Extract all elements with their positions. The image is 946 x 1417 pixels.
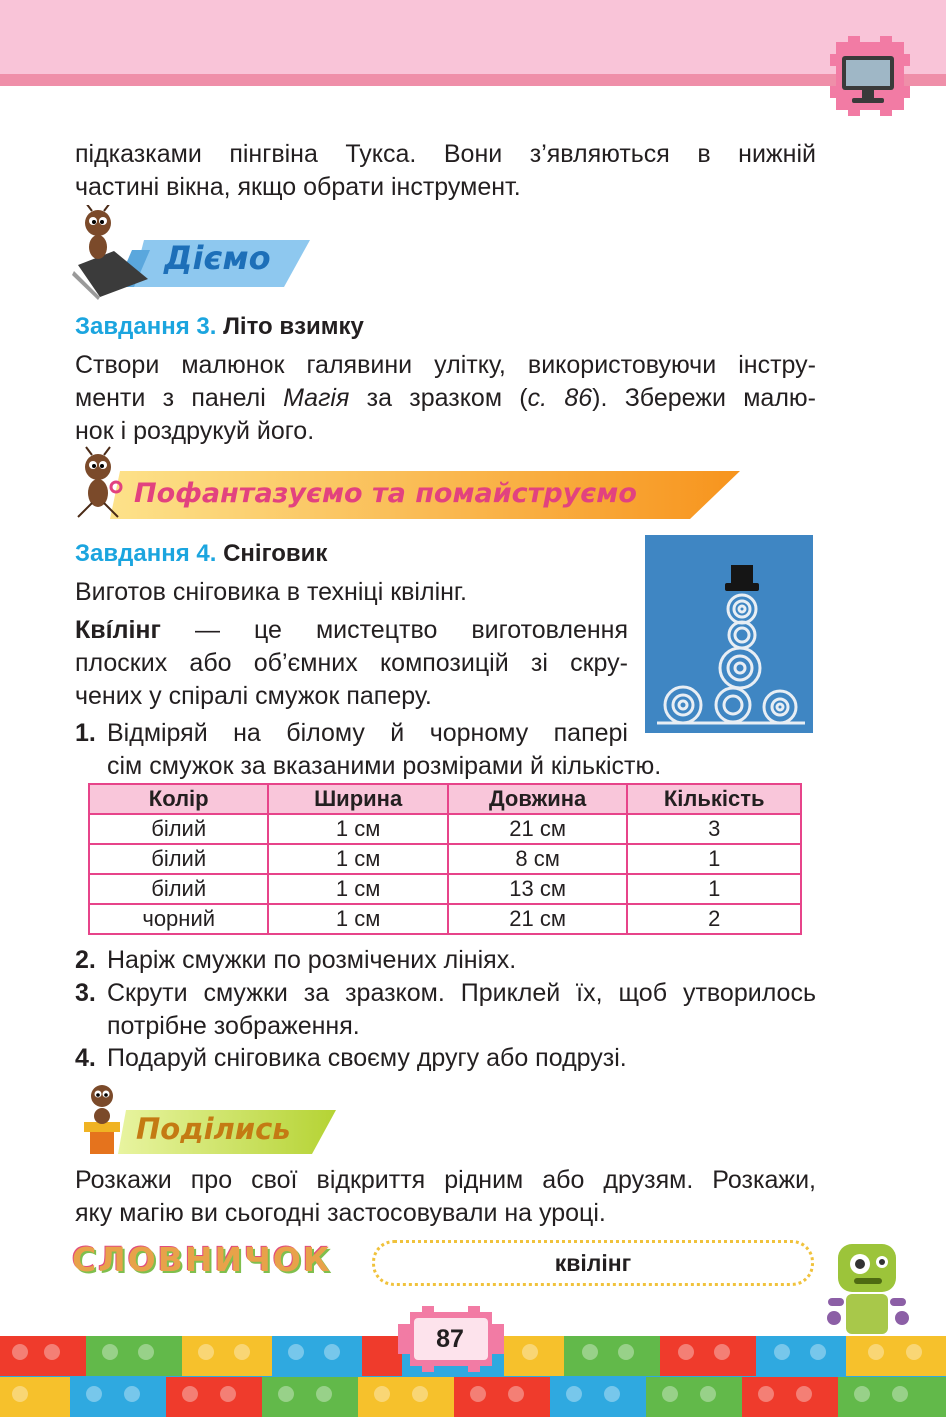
section-diemo — [72, 205, 317, 300]
table-row — [89, 814, 801, 844]
table-cell: 1 см — [268, 844, 447, 874]
dictionary-word-box — [372, 1240, 814, 1286]
table-cell: 1 см — [268, 874, 447, 904]
table-cell: 21 см — [448, 814, 628, 844]
step-3-line-1: Скрути смужки за зразком. Приклей їх, щоб утворилось — [107, 979, 816, 1007]
table-cell: 13 см — [448, 874, 628, 904]
task3-magic-panel: Магія — [283, 384, 350, 412]
page-number: 87 — [436, 1325, 464, 1353]
section-podilys — [76, 1082, 338, 1157]
step-1-line-2: сім смужок за вказаними розмірами й кількістю. — [107, 752, 662, 780]
table-cell: білий — [89, 844, 268, 874]
section-title-podilys: Поділись — [136, 1112, 291, 1146]
share-line-1: Розкажи про свої відкриття рідним або друзям. Розкажи, — [75, 1166, 816, 1194]
step-3-number: 3. — [75, 979, 96, 1007]
step-2 — [75, 944, 816, 977]
column-header-color: Колір — [89, 784, 268, 814]
step-3 — [75, 977, 816, 1043]
step-1-line-1: Відміряй на білому й чорному папері — [107, 719, 628, 747]
step-2-number: 2. — [75, 946, 96, 974]
task4-number: Завдання 4. — [75, 540, 217, 567]
table-cell: білий — [89, 814, 268, 844]
table-cell: 8 см — [448, 844, 628, 874]
table-cell: 2 — [627, 904, 801, 934]
table-cell: 3 — [627, 814, 801, 844]
column-header-count: Кількість — [627, 784, 801, 814]
column-header-length: Довжина — [448, 784, 628, 814]
column-header-width: Ширина — [268, 784, 447, 814]
task3-page-ref: с. 86 — [527, 384, 593, 412]
task3-line-2 — [75, 382, 816, 415]
dictionary-word: квілінг — [554, 1250, 632, 1276]
task3-line-2-c: ). Збережи малю- — [592, 384, 816, 412]
step-3-line-2: потрібне зображення. — [107, 1012, 360, 1040]
table-cell: білий — [89, 874, 268, 904]
task3-heading — [75, 313, 364, 341]
task4-heading — [75, 540, 327, 568]
table-header-row — [89, 784, 801, 814]
header-stripe — [0, 74, 946, 86]
share-line-2: яку магію ви сьогодні застосовували на уроці. — [75, 1199, 606, 1227]
table-cell: 21 см — [448, 904, 628, 934]
table-cell: 1 см — [268, 904, 447, 934]
section-title-pofantazuiemo: Пофантазуємо та помайструємо — [134, 478, 637, 509]
task3-number: Завдання 3. — [75, 313, 217, 340]
section-title-diemo: Діємо — [164, 239, 271, 277]
step-4 — [75, 1042, 816, 1075]
dictionary-title: СЛОВНИЧОК — [72, 1240, 332, 1279]
quilling-definition-line-1 — [75, 614, 628, 647]
table-row — [89, 904, 801, 934]
table-cell: 1 см — [268, 814, 447, 844]
snowman-quilling-photo — [645, 535, 813, 733]
quilling-term: Квíлінг — [75, 616, 161, 644]
header-band — [0, 0, 946, 74]
task3-line-2-a: менти з панелі — [75, 384, 284, 412]
task4-title: Сніговик — [223, 540, 328, 567]
robot-mascot-icon — [824, 1238, 920, 1342]
step-4-line-1: Подаруй сніговика своєму другу або подрузі. — [107, 1044, 627, 1072]
quilling-definition-line-2: плоских або об’ємних композицій зі скру- — [75, 649, 628, 677]
step-2-line-1: Наріж смужки по розмічених лініях. — [107, 946, 517, 974]
task3-line-3: нок і роздрукуй його. — [75, 417, 315, 445]
table-cell: 1 — [627, 874, 801, 904]
strips-table — [88, 783, 802, 935]
intro-line-1: підказками пінгвіна Тукса. Вони з’являються в нижній — [75, 140, 816, 168]
table-row — [89, 874, 801, 904]
intro-line-2: частині вікна, якщо обрати інструмент. — [75, 173, 521, 201]
computer-icon — [822, 34, 918, 130]
quilling-definition-line-3: чених у спіралі смужок паперу. — [75, 682, 432, 710]
task3-line-1: Створи малюнок галявини улітку, використовуючи інстру- — [75, 351, 816, 379]
task3-title: Літо взимку — [223, 313, 364, 340]
table-row — [89, 844, 801, 874]
table-cell: 1 — [627, 844, 801, 874]
section-pofantazuiemo — [72, 445, 744, 523]
step-1-number: 1. — [75, 719, 96, 747]
table-cell: чорний — [89, 904, 268, 934]
task3-line-2-b: за зразком ( — [349, 384, 528, 412]
step-4-number: 4. — [75, 1044, 96, 1072]
quilling-definition-start: — це мистецтво виготовлення — [160, 616, 628, 644]
task4-intro: Виготов сніговика в техніці квілінг. — [75, 578, 467, 606]
